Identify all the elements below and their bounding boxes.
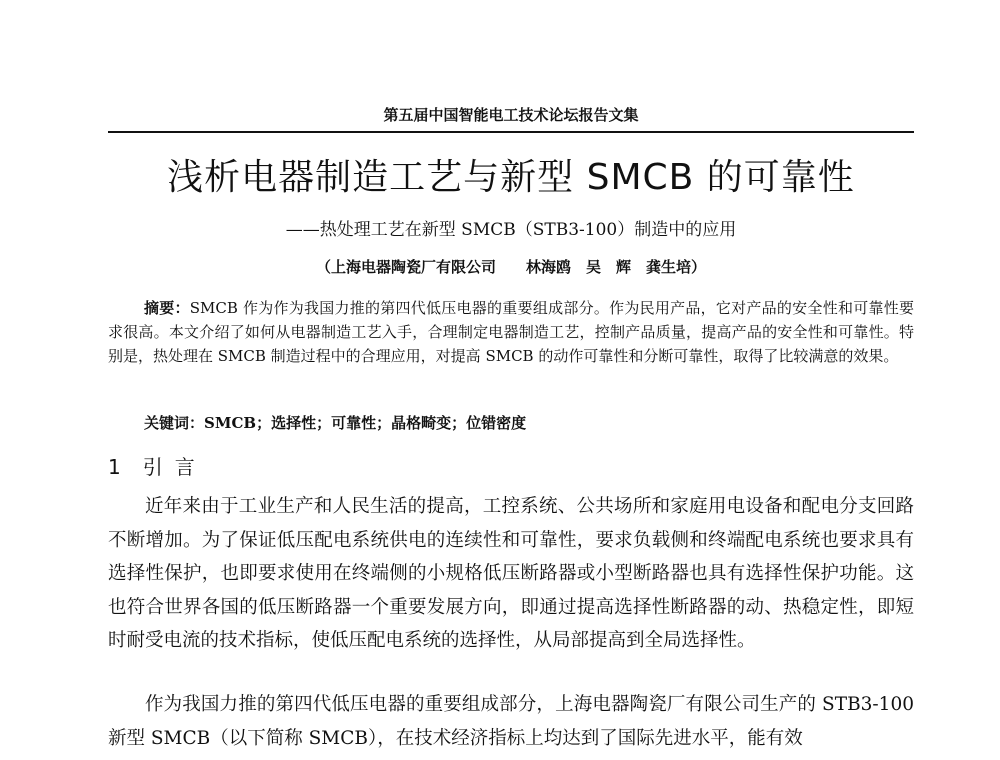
paper-subtitle: ——热处理工艺在新型 SMCB（STB3-100）制造中的应用 bbox=[285, 220, 737, 240]
section-title: 引言 bbox=[142, 455, 207, 479]
paper-title: 浅析电器制造工艺与新型 SMCB 的可靠性 bbox=[167, 157, 855, 198]
abstract-label: 摘要： bbox=[144, 299, 190, 317]
section-heading bbox=[108, 452, 207, 482]
abstract bbox=[108, 296, 914, 368]
running-header: 第五届中国智能电工技术论坛报告文集 bbox=[383, 106, 639, 124]
header-rule bbox=[108, 131, 914, 133]
keywords-label: 关键词： bbox=[144, 414, 205, 432]
author-affiliation: （上海电器陶瓷厂有限公司 林海鸥 吴 辉 龚生培） bbox=[315, 258, 706, 276]
keywords bbox=[144, 411, 914, 435]
keywords-text: SMCB；选择性；可靠性；晶格畸变；位错密度 bbox=[204, 414, 527, 432]
section-number: 1 bbox=[108, 455, 121, 479]
body-paragraph: 近年来由于工业生产和人民生活的提高，工控系统、公共场所和家庭用电设备和配电分支回路不断增加。为了保证低压配电系统供电的连续性和可靠性，要求负载侧和终端配电系统也要求具有选择性保护，也即要求使用在终端侧的小规格低压断路器或小型断路器也具有选择性保护功能。这也符合世界各国的低压断路器一个重要发展方向，即通过提高选择性断路器的动、热稳定性，即短时耐受电流的技术指标，使低压配电系统的选择性，从局部提高到全局选择性。 bbox=[108, 496, 914, 651]
body-paragraph: 作为我国力推的第四代低压电器的重要组成部分，上海电器陶瓷厂有限公司生产的 STB3-100 新型 SMCB（以下简称 SMCB），在技术经济指标上均达到了国际先进水平，能有效 bbox=[108, 694, 914, 749]
abstract-text: SMCB 作为作为我国力推的第四代低压电器的重要组成部分。作为民用产品，它对产品的安全性和可靠性要求很高。本文介绍了如何从电器制造工艺入手，合理制定电器制造工艺，控制产品质量，提高产品的安全性和可靠性。特别是，热处理在 SMCB 制造过程中的合理应用，对提高 SMCB 的动作可靠性和分断可靠性，取得了比较满意的效果。 bbox=[108, 299, 914, 365]
